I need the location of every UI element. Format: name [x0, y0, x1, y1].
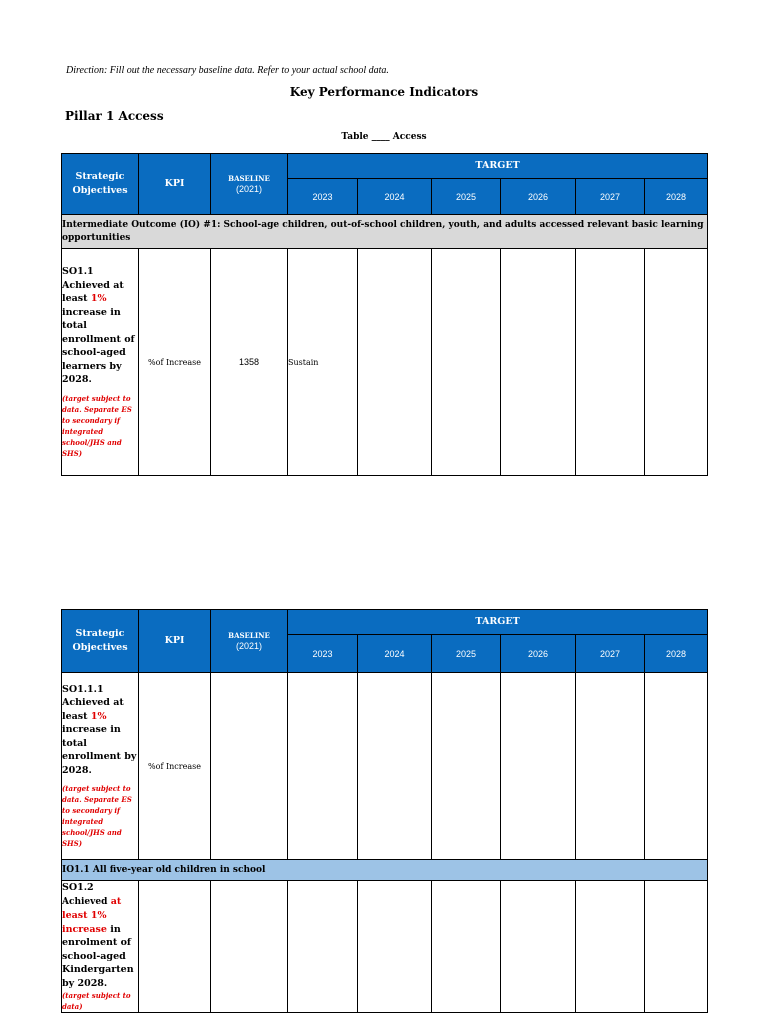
kpi-table-2: [61, 609, 708, 1013]
header-baseline-label: BASELINE: [228, 631, 270, 640]
header-year: 2023: [288, 635, 358, 673]
header-baseline-year: (2021): [235, 184, 262, 194]
so-text-2: increase in total enrollment by 2028.: [62, 724, 137, 776]
kpi-cell[interactable]: [139, 881, 211, 1013]
so-red-text: at least 1% increase: [62, 895, 122, 935]
target-2024-cell[interactable]: [358, 673, 432, 860]
header-year: 2025: [432, 635, 501, 673]
target-2027-cell[interactable]: [576, 881, 645, 1013]
header-strategic-objectives: Strategic Objectives: [62, 610, 139, 673]
target-2025-cell[interactable]: [432, 881, 501, 1013]
header-year: 2027: [576, 635, 645, 673]
so-achieved: Achieved: [62, 896, 108, 907]
kpi-cell[interactable]: %of Increase: [139, 673, 211, 860]
target-2024-cell[interactable]: [358, 881, 432, 1013]
target-2028-cell[interactable]: [645, 249, 708, 476]
strategic-objective-cell: [62, 673, 139, 860]
target-2027-cell[interactable]: [576, 673, 645, 860]
target-2023-cell[interactable]: Sustain: [288, 249, 358, 476]
so-code: SO1.1: [62, 266, 94, 278]
target-2023-cell[interactable]: [288, 673, 358, 860]
header-kpi: KPI: [139, 154, 211, 215]
header-target: TARGET: [288, 610, 708, 635]
so-percent: 1%: [90, 293, 107, 305]
target-2023-cell[interactable]: [288, 881, 358, 1013]
header-year: 2025: [432, 179, 501, 215]
header-year: 2024: [358, 179, 432, 215]
so-note: (target subject to data): [62, 991, 131, 1011]
header-kpi: KPI: [139, 610, 211, 673]
header-target: TARGET: [288, 154, 708, 179]
baseline-cell[interactable]: [211, 673, 288, 860]
intermediate-outcome-row: Intermediate Outcome (IO) #1: School-age children, out-of-school children, youth, and adults accessed relevant basic learning opportunities: [62, 215, 708, 249]
so-percent: 1%: [90, 710, 107, 722]
so-text-1: Achieved at least: [62, 697, 124, 722]
table-caption: Table ____ Access: [341, 132, 427, 142]
kpi-table-1: [61, 153, 708, 476]
so-text-2: increase in total enrollment of school-aged learners by 2028.: [62, 306, 135, 386]
target-2025-cell[interactable]: [432, 673, 501, 860]
so-code: SO1.2: [62, 882, 94, 893]
target-2026-cell[interactable]: [501, 881, 576, 1013]
pillar-heading: Pillar 1 Access: [65, 109, 164, 123]
kpi-cell[interactable]: %of Increase: [139, 249, 211, 476]
strategic-objective-cell: [62, 881, 139, 1013]
target-2028-cell[interactable]: [645, 881, 708, 1013]
document-title: Key Performance Indicators: [289, 85, 479, 99]
baseline-cell[interactable]: 1358: [211, 249, 288, 476]
so-rest-text: in enrolment of school-aged Kindergarten by 2028.: [62, 923, 134, 989]
direction-text: Direction: Fill out the necessary baseline data. Refer to your actual school data.: [66, 65, 389, 76]
header-year: 2023: [288, 179, 358, 215]
baseline-cell[interactable]: [211, 881, 288, 1013]
header-year: 2024: [358, 635, 432, 673]
header-baseline-label: BASELINE: [228, 174, 270, 183]
header-year: 2026: [501, 179, 576, 215]
target-2027-cell[interactable]: [576, 249, 645, 476]
header-year: 2027: [576, 179, 645, 215]
so-code: SO1.1.1: [62, 683, 104, 695]
so-note: (target subject to data. Separate ES to secondary if integrated school/JHS and SHS): [62, 784, 132, 849]
strategic-objective-cell: [62, 249, 139, 476]
header-year: 2028: [645, 179, 708, 215]
so-text-1: Achieved at least: [62, 279, 124, 305]
header-baseline: [211, 154, 288, 215]
target-2024-cell[interactable]: [358, 249, 432, 476]
target-2025-cell[interactable]: [432, 249, 501, 476]
header-baseline: [211, 610, 288, 673]
target-2026-cell[interactable]: [501, 673, 576, 860]
target-2026-cell[interactable]: [501, 249, 576, 476]
header-strategic-objectives: Strategic Objectives: [62, 154, 139, 215]
header-baseline-year: (2021): [235, 641, 262, 651]
target-2028-cell[interactable]: [645, 673, 708, 860]
so-note: (target subject to data. Separate ES to secondary if integrated school/JHS and SHS): [62, 393, 132, 458]
io-outcome-row: IO1.1 All five-year old children in school: [62, 860, 708, 881]
header-year: 2026: [501, 635, 576, 673]
header-year: 2028: [645, 635, 708, 673]
